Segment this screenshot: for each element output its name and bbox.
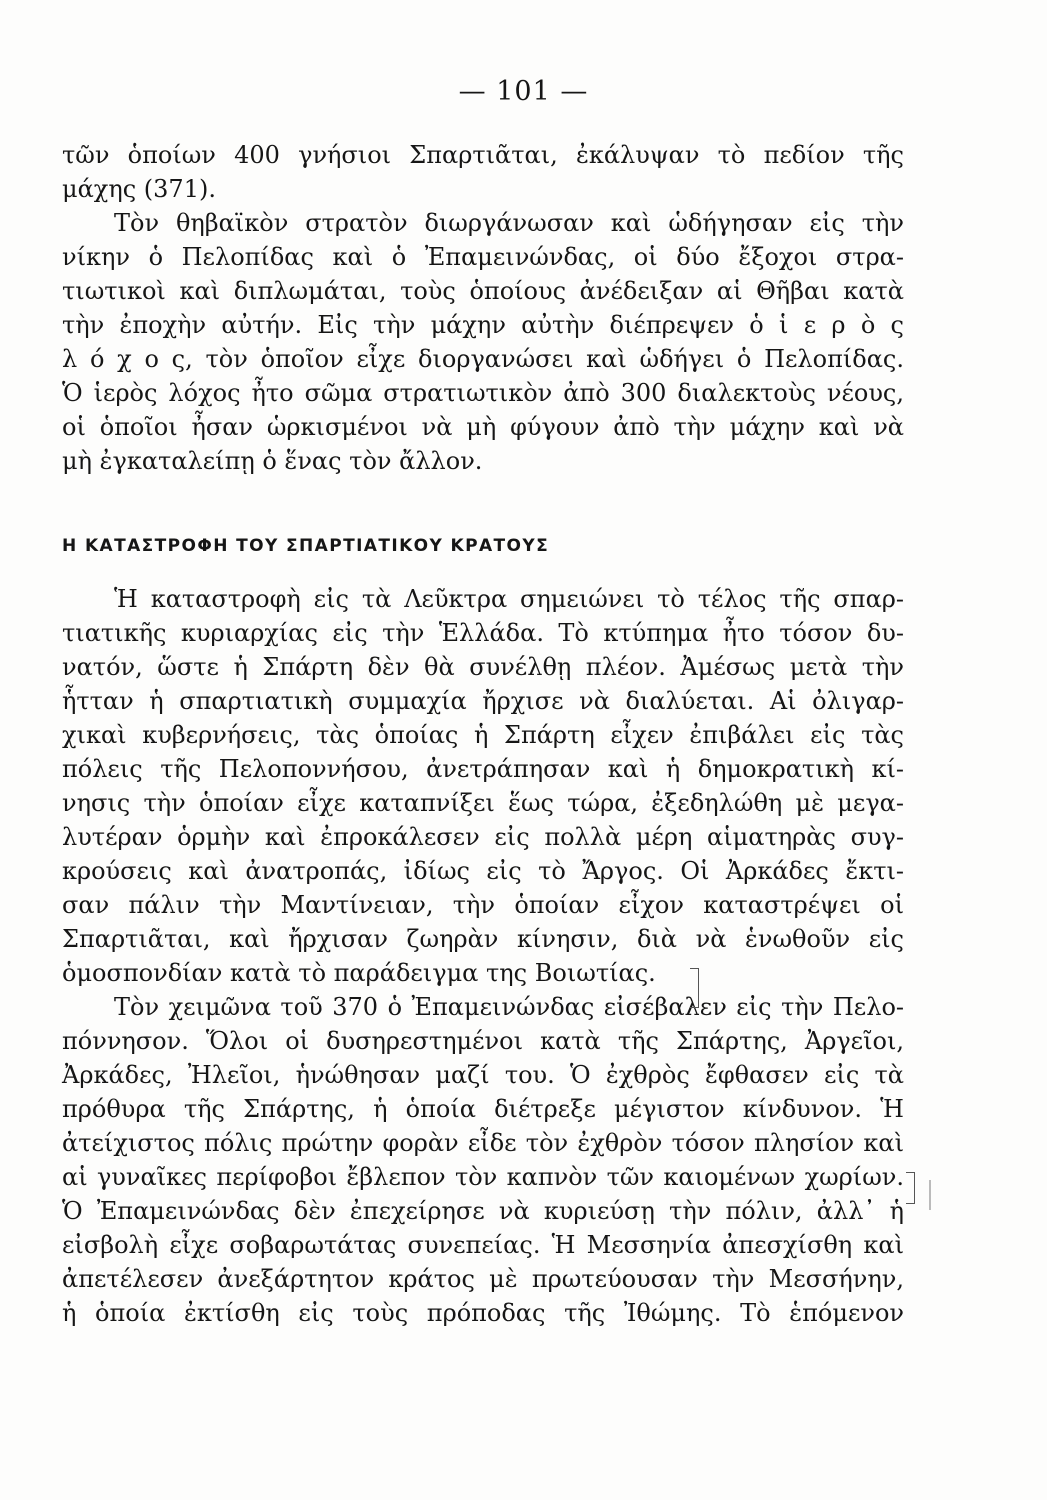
text-line: Τὸν χειμῶνα τοῦ 370 ὁ Ἐπαμεινώνδας εἰσέβαλεν εἰς τὴν Πελο-: [114, 993, 904, 1021]
text-line: τὴν ἐποχὴν αὐτήν. Εἰς τὴν μάχην αὐτὴν διέπρεψεν ὁ ἱ ε ρ ὸ ς: [62, 311, 904, 339]
text-line: πόννησον. Ὅλοι οἱ δυσηρεστημένοι κατὰ τῆς Σπάρτης, Ἀργεῖοι,: [62, 1027, 904, 1055]
text-line: εἰσβολὴ εἶχε σοβαρωτάτας συνεπείας. Ἡ Μεσσηνία ἀπεσχίσθη καὶ: [62, 1231, 904, 1259]
text-line: τιωτικοὶ καὶ διπλωμάται, τοὺς ὁποίους ἀνέδειξαν αἱ Θῆβαι κατὰ: [62, 277, 904, 305]
text-line: ἡ ὁποία ἐκτίσθη εἰς τοὺς πρόποδας τῆς Ἰθώμης. Τὸ ἑπόμενον: [62, 1299, 904, 1327]
text-line: Ὁ ἱερὸς λόχος ἦτο σῶμα στρατιωτικὸν ἀπὸ 300 διαλεκτοὺς νέους,: [62, 379, 904, 407]
pencil-bracket-mark: [690, 968, 699, 1008]
text-line: μὴ ἐγκαταλείπῃ ὁ ἕνας τὸν ἄλλον.: [62, 447, 483, 475]
text-line: λυτέραν ὁρμὴν καὶ ἐπροκάλεσεν εἰς πολλὰ μέρη αἱματηρὰς συγ-: [62, 823, 904, 851]
text-line: Ἀρκάδες, Ἠλεῖοι, ἡνώθησαν μαζί του. Ὁ ἐχθρὸς ἔφθασεν εἰς τὰ: [62, 1061, 904, 1089]
pencil-bracket-mark: [906, 1172, 915, 1204]
text-line: νίκην ὁ Πελοπίδας καὶ ὁ Ἐπαμεινώνδας, οἱ δύο ἔξοχοι στρα-: [62, 243, 904, 271]
text-line: πόλεις τῆς Πελοποννήσου, ἀνετράπησαν καὶ ἡ δημοκρατικὴ κί-: [62, 755, 904, 783]
text-line: σαν πάλιν τὴν Μαντίνειαν, τὴν ὁποίαν εἶχον καταστρέψει οἱ: [62, 891, 904, 919]
text-line: ὁμοσπονδίαν κατὰ τὸ παράδειγμα της Βοιωτίας.: [62, 959, 656, 987]
page-number: — 101 —: [458, 76, 589, 107]
text-line: Τὸν θηβαϊκὸν στρατὸν διωργάνωσαν καὶ ὡδήγησαν εἰς τὴν: [114, 209, 904, 237]
text-line: οἱ ὁποῖοι ἦσαν ὡρκισμένοι νὰ μὴ φύγουν ἀπὸ τὴν μάχην καὶ νὰ: [62, 413, 904, 441]
text-line: αἱ γυναῖκες περίφοβοι ἔβλεπον τὸν καπνὸν τῶν καιομένων χωρίων.: [62, 1163, 904, 1191]
section-heading: Η ΚΑΤΑΣΤΡΟΦΗ ΤΟΥ ΣΠΑΡΤΙΑΤΙΚΟΥ ΚΡΑΤΟΥΣ: [62, 536, 550, 556]
paragraph-destruction: [62, 582, 904, 1330]
text-line: Σπαρτιᾶται, καὶ ἤρχισαν ζωηρὰν κίνησιν, διὰ νὰ ἑνωθοῦν εἰς: [62, 925, 904, 953]
text-line: ἀτείχιστος πόλις πρώτην φορὰν εἶδε τὸν ἐχθρὸν τόσον πλησίον καὶ: [62, 1129, 904, 1157]
text-line: νατόν, ὥστε ἡ Σπάρτη δὲν θὰ συνέλθῃ πλέον. Ἀμέσως μετὰ τὴν: [62, 653, 904, 681]
text-line: Ἡ καταστροφὴ εἰς τὰ Λεῦκτρα σημειώνει τὸ τέλος τῆς σπαρ-: [114, 585, 904, 613]
text-line: πρόθυρα τῆς Σπάρτης, ἡ ὁποία διέτρεξε μέγιστον κίνδυνον. Ἡ: [62, 1095, 904, 1123]
text-line: τῶν ὁποίων 400 γνήσιοι Σπαρτιᾶται, ἐκάλυψαν τὸ πεδίον τῆς: [62, 141, 904, 169]
text-line: Ὁ Ἐπαμεινώνδας δὲν ἐπεχείρησε νὰ κυριεύσῃ τὴν πόλιν, ἀλλ᾽ ἡ: [62, 1197, 904, 1225]
text-line: τιατικῆς κυριαρχίας εἰς τὴν Ἑλλάδα. Τὸ κτύπημα ἦτο τόσον δυ-: [62, 619, 904, 647]
text-line: νησις τὴν ὁποίαν εἶχε καταπνίξει ἕως τώρα, ἐξεδηλώθη μὲ μεγα-: [62, 789, 904, 817]
text-line: λ ό χ ο ς, τὸν ὁποῖον εἶχε διοργανώσει καὶ ὡδήγει ὁ Πελοπίδας.: [62, 345, 904, 373]
text-line: ἀπετέλεσεν ἀνεξάρτητον κράτος μὲ πρωτεύουσαν τὴν Μεσσήνην,: [62, 1265, 904, 1293]
margin-pencil-mark: [929, 1180, 931, 1210]
text-line: μάχης (371).: [62, 175, 216, 203]
text-line: ἧτταν ἡ σπαρτιατικὴ συμμαχία ἤρχισε νὰ διαλύεται. Αἱ ὀλιγαρ-: [62, 687, 904, 715]
paragraph-thebes: [62, 138, 904, 478]
text-line: χικαὶ κυβερνήσεις, τὰς ὁποίας ἡ Σπάρτη εἶχεν ἐπιβάλει εἰς τὰς: [62, 721, 904, 749]
text-line: κρούσεις καὶ ἀνατροπάς, ἰδίως εἰς τὸ Ἄργος. Οἱ Ἀρκάδες ἔκτι-: [62, 857, 904, 885]
